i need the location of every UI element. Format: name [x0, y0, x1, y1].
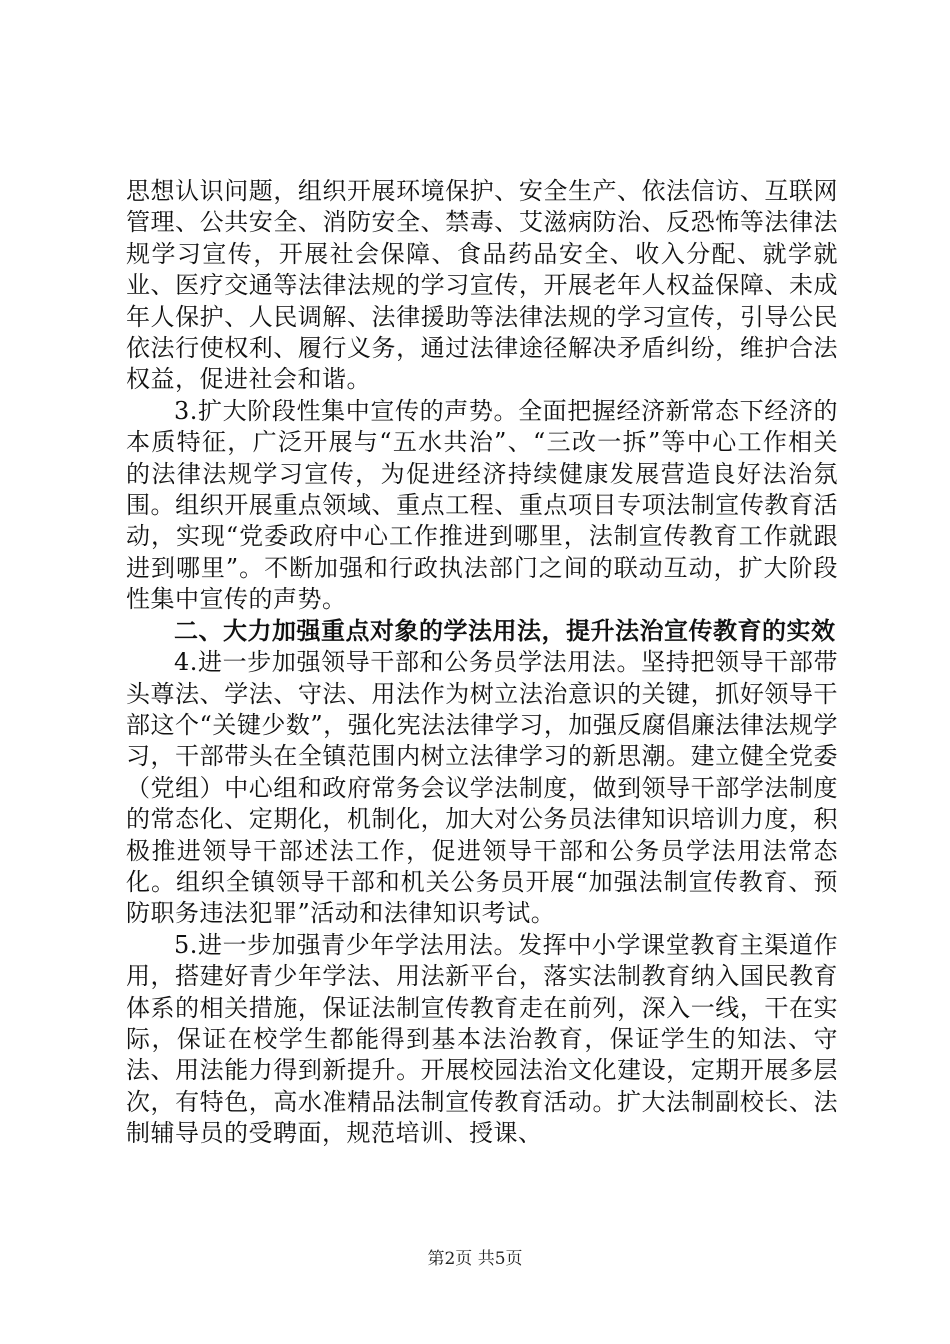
document-body: [126, 176, 838, 1150]
section-heading-2: 二、大力加强重点对象的学法用法，提升法治宣传教育的实效: [174, 616, 836, 645]
paragraph-item-3: 3.扩大阶段性集中宣传的声势。全面把握经济新常态下经济的本质特征，广泛开展与“五水共治”、“三改一拆”等中心工作相关的法律法规学习宣传，为促进经济持续健康发展营造良好法治氛围。组织开展重点领域、重点工程、重点项目专项法制宣传教育活动，实现“党委政府中心工作推进到哪里，法制宣传教育工作就跟进到哪里”。不断加强和行政执法部门之间的联动互动，扩大阶段性集中宣传的声势。: [126, 396, 838, 614]
paragraph-item-4: 4.进一步加强领导干部和公务员学法用法。坚持把领导干部带头尊法、学法、守法、用法作为树立法治意识的关键，抓好领导干部这个“关键少数”，强化宪法法律学习，加强反腐倡廉法律法规学习，干部带头在全镇范围内树立法律学习的新思潮。建立健全党委（党组）中心组和政府常务会议学法制度，做到领导干部学法制度的常态化、定期化，机制化，加大对公务员法律知识培训力度，积极推进领导干部述法工作，促进领导干部和公务员学法用法常态化。组织全镇领导干部和机关公务员开展“加强法制宣传教育、预防职务违法犯罪”活动和法律知识考试。: [126, 648, 838, 928]
paragraph-item-5: 5.进一步加强青少年学法用法。发挥中小学课堂教育主渠道作用，搭建好青少年学法、用法新平台，落实法制教育纳入国民教育体系的相关措施，保证法制宣传教育走在前列，深入一线，干在实际，保证在校学生都能得到基本法治教育，保证学生的知法、守法、用法能力得到新提升。开展校园法治文化建设，定期开展多层次，有特色，高水准精品法制宣传教育活动。扩大法制副校长、法制辅导员的受聘面，规范培训、授课、: [126, 930, 838, 1148]
paragraph-continued: 思想认识问题，组织开展环境保护、安全生产、依法信访、互联网管理、公共安全、消防安全、禁毒、艾滋病防治、反恐怖等法律法规学习宣传，开展社会保障、食品药品安全、收入分配、就学就业、医疗交通等法律法规的学习宣传，开展老年人权益保障、未成年人保护、人民调解、法律援助等法律法规的学习宣传，引导公民依法行使权利、履行义务，通过法律途径解决矛盾纠纷，维护合法权益，促进社会和谐。: [126, 177, 838, 394]
page-number-footer: 第2页 共5页: [427, 1249, 523, 1269]
